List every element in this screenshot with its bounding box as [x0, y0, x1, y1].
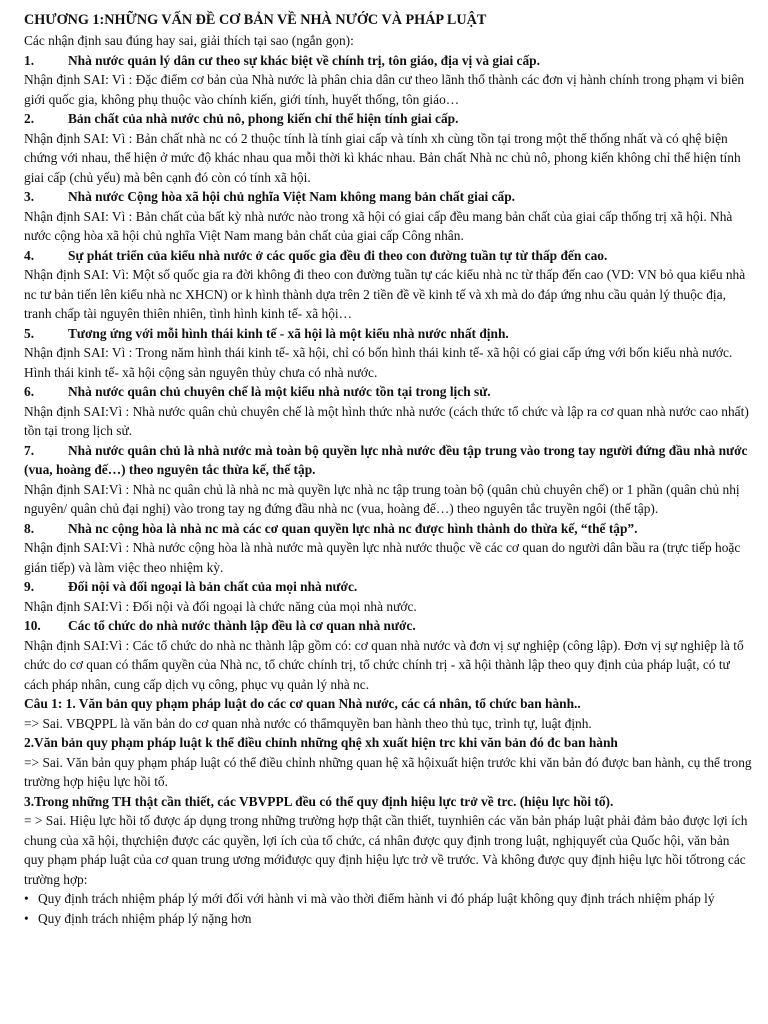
question-number: 6. [24, 384, 35, 399]
question-text: Tương ứng với mỗi hình thái kinh tế - xã hội là một kiểu nhà nước nhất định. [68, 325, 509, 341]
exercise-answer-1: => Sai. VBQPPL là văn bản do cơ quan nhà nước có thẩmquyền ban hành theo thủ tục, trình tự, luật định. [24, 715, 592, 731]
question-text: Các tổ chức do nhà nước thành lập đều là cơ quan nhà nước. [68, 618, 416, 633]
exercise-heading-2: 2.Văn bản quy phạm pháp luật k thể điều chỉnh những qhệ xh xuất hiện trc khi văn bản đó đc ban hành [24, 735, 618, 750]
answer-5: Nhận định SAI: Vì : Trong năm hình thái kinh tế- xã hội, chỉ có bốn hình thái kinh tế- xã hội có giai cấp ứng với bốn kiểu nhà nước. Hình thái kinh tế- xã hội cộng sản nguyên thủy chưa có nhà nước. [24, 345, 733, 380]
question-number: 3. [24, 189, 35, 204]
exercise-answer-2: => Sai. Văn bản quy phạm pháp luật có thể điều chỉnh những quan hệ xã hộixuất hiện trước khi văn bản đó được ban hành, cụ thể trong trường hợp hiệu lực hồi tố. [24, 754, 752, 789]
answer-4: Nhận định SAI: Vì: Một số quốc gia ra đời không đi theo con đường tuần tự các kiểu nhà nc từ thấp đến cao (VD: VN bỏ qua kiểu nhà nc tư bản tiến lên kiểu nhà nc XHCN) or k hình thành dựa trên 2 tiền đề về kinh tế và xh mà do đáp ứng nhu cầu quản lý thuộc địa, tranh chấp tài nguyên thiên nhiên, tình hình kinh tế- xã hội… [24, 267, 746, 321]
question-number: 1. [24, 52, 35, 68]
question-text: Đối nội và đối ngoại là bản chất của mọi nhà nước. [68, 579, 358, 594]
answer-7: Nhận định SAI:Vì : Nhà nc quân chủ là nhà nc mà quyền lực nhà nc tập trung toàn bộ (quân chủ chuyên chế) or 1 phần (quân chủ nhị nguyên/ quân chủ đại nghị) vào trong tay ng đứng đầu nhà nc (vua, hoàng đế…) theo nguyên tắc truyền ngôi (thế tập). [24, 481, 740, 516]
intro-text: Các nhận định sau đúng hay sai, giải thích tại sao (ngắn gọn): [24, 33, 354, 48]
exercise-heading-3: 3.Trong những TH thật cần thiết, các VBVPPL đều có thể quy định hiệu lực trở về trc. (hiệu lực hồi tố). [24, 793, 614, 809]
question-text: Nhà nước quân chủ chuyên chế là một kiểu nhà nước tồn tại trong lịch sử. [68, 384, 491, 399]
question-10 [24, 616, 752, 636]
bullet-icon: • [24, 910, 29, 926]
bullet-icon: • [24, 891, 29, 906]
question-5 [24, 324, 752, 344]
bullet-item-1 [24, 889, 752, 909]
answer-9: Nhận định SAI:Vì : Đối nội và đối ngoại là chức năng của mọi nhà nước. [24, 598, 417, 614]
chapter-title: CHƯƠNG 1:NHỮNG VẤN ĐỀ CƠ BẢN VỀ NHÀ NƯỚC VÀ PHÁP LUẬT [24, 12, 487, 28]
question-text: Nhà nước Cộng hòa xã hội chủ nghĩa Việt Nam không mang bản chất giai cấp. [68, 189, 516, 204]
answer-2: Nhận định SAI: Vì : Bản chất nhà nc có 2 thuộc tính là tính giai cấp và tính xh cùng tồn tại trong một thể thống nhất và có qhệ biện chứng với nhau, thể hiện ở mức độ khác nhau qua mỗi thời kì khác nhau. Bản chất Nhà nc chủ nô, phong kiến không chỉ thể hiện tính giai cấp (chủ yếu) mà bên cạnh đó còn có tính xã hội. [24, 130, 741, 185]
bullet-text: Quy định trách nhiệm pháp lý mới đối với hành vi mà vào thời điểm hành vi đó pháp luật không quy định trách nhiệm pháp lý [38, 891, 715, 906]
question-1 [24, 51, 752, 71]
answer-10: Nhận định SAI:Vì : Các tổ chức do nhà nc thành lập gồm có: cơ quan nhà nước và đơn vị sự nghiệp (công lập). Đơn vị sự nghiệp là tổ chức do cơ quan có thẩm quyền của Nhà nc, tổ chức chính trị, tổ chức chính trị - xã hội thành lập theo quy định của pháp luật, có tư cách pháp nhân, cung cấp dịch vụ công, phục vụ quản lý nhà nc. [24, 637, 744, 692]
answer-6: Nhận định SAI:Vì : Nhà nước quân chủ chuyên chế là một hình thức nhà nước (cách thức tổ chức và lập ra cơ quan nhà nước cao nhất) tồn tại trong lịch sử. [24, 403, 749, 438]
answer-3: Nhận định SAI: Vì : Bản chất của bất kỳ nhà nước nào trong xã hội có giai cấp đều mang bản chất của giai cấp thống trị xã hội. Nhà nước cộng hòa xã hội chủ nghĩa Việt Nam mang bản chất của giai cấp Công nhân. [24, 208, 733, 243]
question-number: 4. [24, 247, 35, 263]
question-9 [24, 577, 752, 597]
answer-8: Nhận định SAI:Vì : Nhà nước cộng hòa là nhà nước mà quyền lực nhà nước thuộc về các cơ quan do người dân bầu ra (trực tiếp hoặc gián tiếp) và làm việc theo nhiệm kỳ. [24, 540, 741, 575]
question-text: Nhà nước quân chủ là nhà nước mà toàn bộ quyền lực nhà nước đều tập trung vào trong tay người đứng đầu nhà nước (vua, hoàng đế…) theo nguyên tắc thừa kế, thế tập. [24, 442, 748, 477]
question-text: Nhà nước quản lý dân cư theo sự khác biệt về chính trị, tôn giáo, địa vị và giai cấp. [68, 52, 540, 68]
question-text: Sự phát triển của kiểu nhà nước ở các quốc gia đều đi theo con đường tuần tự từ thấp đến cao. [68, 247, 608, 263]
exercise-answer-3: = > Sai. Hiệu lực hồi tố được áp dụng trong những trường hợp thật cần thiết, tuynhiên các văn bản pháp luật phải đảm bảo được lợi ích chung của xã hội, thựchiện được các quyền, lợi ích của tổ chức, cá nhân được quy định trong luật, nghịquyết của Quốc hội, văn bản quy phạm pháp luật của cơ quan trung ương mớiđược quy định hiệu lực trở về trước. Và không được quy định hiệu lực hồi tốtrong các trường hợp: [24, 813, 748, 887]
question-number: 8. [24, 520, 35, 536]
question-4 [24, 246, 752, 266]
bullet-item-2 [24, 909, 752, 929]
question-number: 5. [24, 325, 35, 341]
question-number: 7. [24, 442, 35, 458]
question-text: Bản chất của nhà nước chủ nô, phong kiến chỉ thể hiện tính giai cấp. [68, 111, 459, 126]
question-number: 9. [24, 579, 35, 594]
question-number: 10. [24, 618, 41, 633]
answer-1: Nhận định SAI: Vì : Đặc điểm cơ bản của Nhà nước là phân chia dân cư theo lãnh thổ thành các đơn vị hành chính trong phạm vi biên giới quốc gia, không phụ thuộc vào chính kiến, giới tính, huyết thống, tôn giáo… [24, 72, 745, 107]
question-3 [24, 187, 752, 207]
question-6 [24, 382, 752, 402]
bullet-text: Quy định trách nhiệm pháp lý nặng hơn [38, 910, 252, 926]
question-7 [24, 441, 752, 480]
question-2 [24, 109, 752, 129]
question-8 [24, 519, 752, 539]
question-text: Nhà nc cộng hòa là nhà nc mà các cơ quan quyền lực nhà nc được hình thành do thừa kế, “thế tập”. [68, 520, 638, 536]
exercise-heading-1: Câu 1: 1. Văn bản quy phạm pháp luật do các cơ quan Nhà nước, các cá nhân, tổ chức ban hành.. [24, 696, 581, 711]
question-number: 2. [24, 111, 35, 126]
